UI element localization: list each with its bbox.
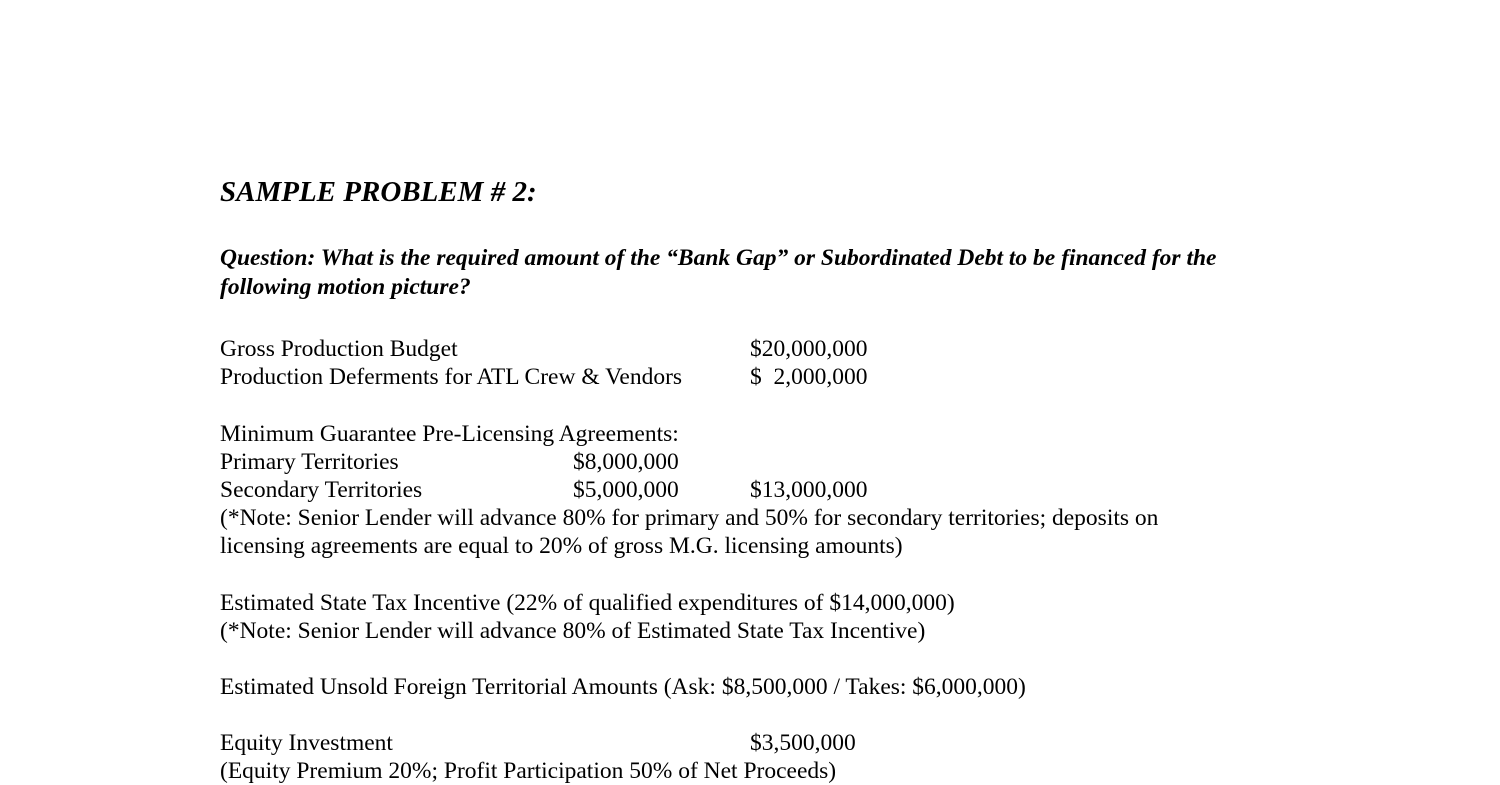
budget-deferments-value: $ 2,000,000 bbox=[750, 364, 868, 390]
mg-secondary-label: Secondary Territories bbox=[220, 477, 423, 503]
page-title: SAMPLE PROBLEM # 2: bbox=[220, 176, 537, 208]
tax-incentive-note: (*Note: Senior Lender will advance 80% of Estimated State Tax Incentive) bbox=[220, 618, 926, 644]
question-text: Question: What is the required amount of the “Bank Gap” or Subordinated Debt to be financed for the following motion picture? bbox=[220, 245, 1217, 300]
budget-gross-label: Gross Production Budget bbox=[220, 336, 458, 362]
equity-value: $3,500,000 bbox=[750, 730, 856, 756]
equity-label: Equity Investment bbox=[220, 730, 393, 756]
mg-secondary-value: $5,000,000 bbox=[573, 477, 679, 503]
budget-deferments-row bbox=[220, 363, 682, 391]
budget-deferments-label: Production Deferments for ATL Crew & Vendors bbox=[220, 364, 683, 390]
mg-primary-value: $8,000,000 bbox=[573, 449, 679, 475]
tax-incentive-line: Estimated State Tax Incentive (22% of qualified expenditures of $14,000,000) bbox=[220, 590, 955, 616]
mg-primary-label: Primary Territories bbox=[220, 449, 399, 475]
budget-gross-value: $20,000,000 bbox=[750, 336, 868, 362]
budget-gross-row bbox=[220, 335, 458, 363]
unsold-foreign-line: Estimated Unsold Foreign Territorial Amounts (Ask: $8,500,000 / Takes: $6,000,000) bbox=[220, 674, 1026, 700]
mg-total-value: $13,000,000 bbox=[750, 477, 868, 503]
mg-heading: Minimum Guarantee Pre-Licensing Agreements: bbox=[220, 421, 679, 447]
mg-note-line-2: licensing agreements are equal to 20% of gross M.G. licensing amounts) bbox=[220, 533, 903, 559]
mg-note-line-1: (*Note: Senior Lender will advance 80% for primary and 50% for secondary territories; deposits on bbox=[220, 505, 1159, 531]
equity-note: (Equity Premium 20%; Profit Participation 50% of Net Proceeds) bbox=[220, 758, 837, 784]
